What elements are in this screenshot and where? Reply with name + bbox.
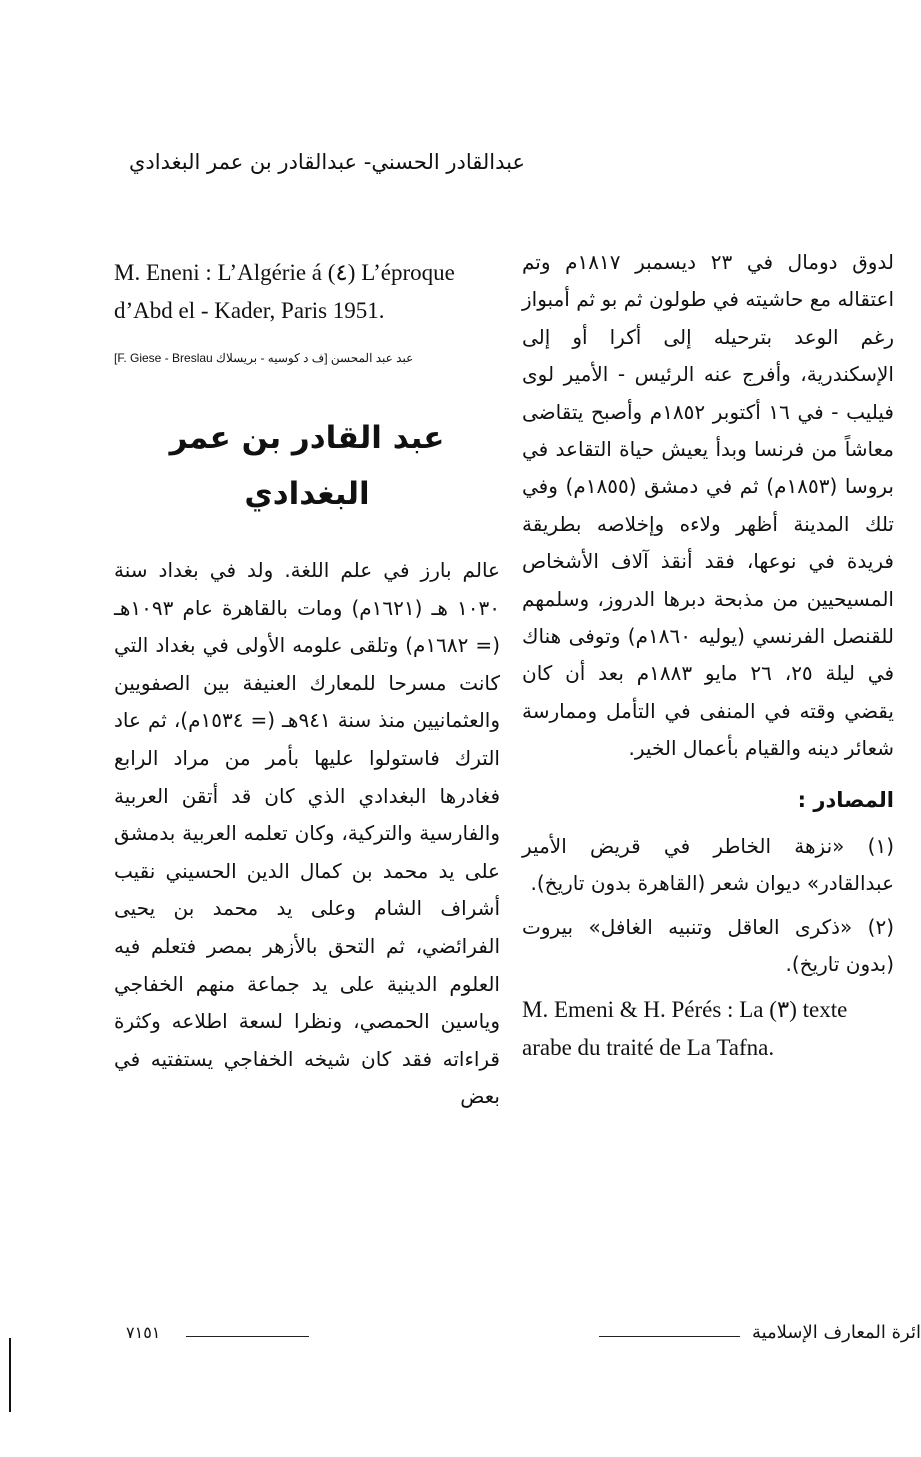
footer-rule-right xyxy=(599,1336,740,1337)
running-header: عبدالقادر الحسني- عبدالقادر بن عمر البغدادي xyxy=(128,150,525,174)
right-column xyxy=(522,244,894,1067)
left-column xyxy=(114,254,500,1116)
continuation-paragraph: لدوق دومال في ٢٣ ديسمبر ١٨١٧م وتم اعتقاله مع حاشيته في طولون ثم بو ثم أمبواز رغم الوعد بترحيله إلى أكرا أو إلى الإسكندرية، وأفرج عنه الرئيس - الأمير لوى فيليب - في ١٦ أكتوبر ١٨٥٢م وأصبح يتقاضى معاشاً من فرنسا وبدأ يعيش حياة التقاعد في بروسا (١٨٥٣م) ثم في دمشق (١٨٥٥م) وفي تلك المدينة أظهر ولاءه وإخلاصه بطريقة فريدة في نوعها، فقد أنقذ آلاف الأشخاص المسيحيين من مذبحة دبرها الدروز، وسلمهم للقنصل الفرنسي (يوليه ١٨٦٠م) وتوفى هناك في ليلة ٢٥، ٢٦ مايو ١٨٨٣م بعد أن كان يقضي وقته في المنفى في التأمل وممارسة شعائر دينه والقيام بأعمال الخير. xyxy=(522,250,895,761)
sources-heading: المصادر : xyxy=(797,787,894,812)
page-number: ٧١٥١ xyxy=(126,1323,161,1342)
source-item-3: M. Emeni & H. Pérés : La (٣) texte arabe du traité de La Tafna. xyxy=(522,997,848,1061)
article-title: عبد القادر بن عمر البغدادي xyxy=(169,420,445,512)
footer-rule-left xyxy=(186,1336,308,1337)
source-item-1: (١) «نزهة الخاطر في قريض الأمير عبدالقادر» ديوان شعر (القاهرة بدون تاريخ). xyxy=(522,833,894,896)
reference-item-4: M. Eneni : L’Algérie á (٤) L’éproque d’Abd el - Kader, Paris 1951. xyxy=(114,260,455,323)
article-body: عالم بارز في علم اللغة. ولد في بغداد سنة ١٠٣٠ هـ (١٦٢١م) ومات بالقاهرة عام ١٠٩٣هـ (= ١٦٨٢م) وتلقى علومه الأولى في بغداد التي كانت مسرحا للمعارك العنيفة بين الصفويين والعثمانيين منذ سنة ٩٤١هـ (= ١٥٣٤م)، ثم عاد الترك فاستولوا عليها بأمر من مراد الرابع فغادرها البغدادي الذي كان قد أتقن العربية والفارسية والتركية، وكان تعلمه العربية بدمشق على يد محمد بن كمال الدين الحسيني نقيب أشراف الشام وعلى يد محمد بن يحيى الفرائضي، ثم التحق بالأزهر بمصر فتعلم فيه العلوم الدينية على يد جماعة منهم الخفاجي وياسين الحمصي، ونظرا لسعة اطلاعه وكثرة قراءاته فقد كان شيخه الخفاجي يستفتيه في بعض xyxy=(114,558,500,1109)
page-footer xyxy=(126,1318,921,1348)
publication-title: ائرة المعارف الإسلامية xyxy=(751,1322,921,1343)
author-attribution: [F. Giese - Breslau عبد عبد المحسن [ف د كوسيه - بريسلاك xyxy=(114,351,414,365)
margin-mark xyxy=(9,1338,11,1412)
source-item-2: (٢) «ذكرى العاقل وتنبيه الغافل» بيروت (بدون تاريخ). xyxy=(522,914,894,976)
